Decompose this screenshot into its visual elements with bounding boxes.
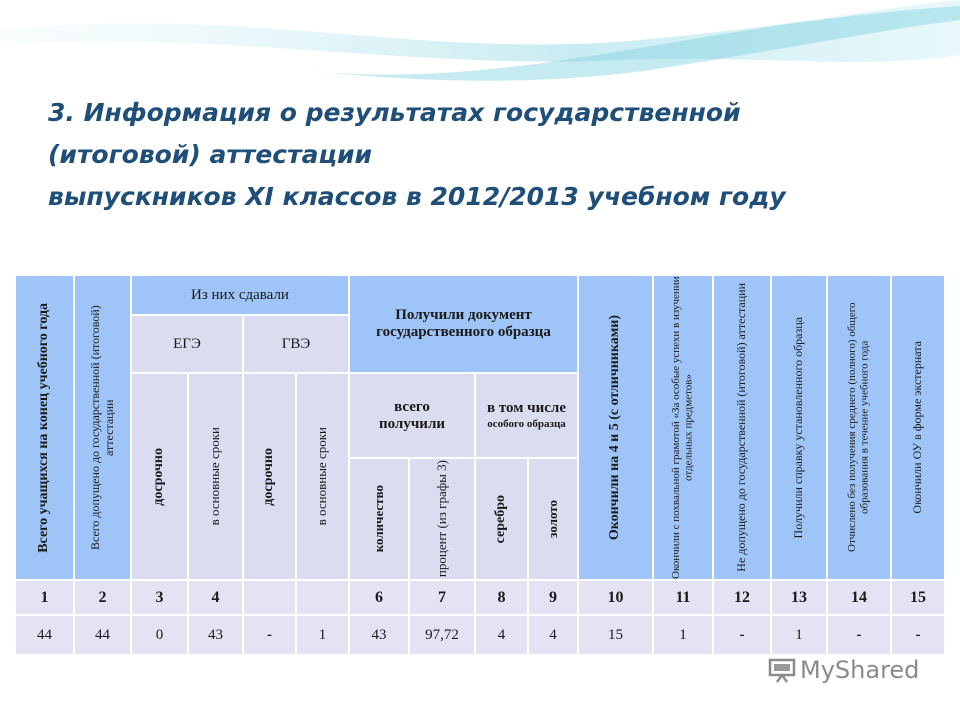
header-document: Получили документ государственного образца bbox=[349, 275, 578, 373]
header-ege: ЕГЭ bbox=[131, 315, 243, 373]
column-number bbox=[243, 580, 296, 615]
header-certificate: Получили справку установленного образца bbox=[771, 275, 827, 580]
data-cell: 97,72 bbox=[409, 615, 475, 655]
header-total-received: всего получили bbox=[349, 373, 475, 458]
column-number bbox=[296, 580, 349, 615]
column-number: 7 bbox=[409, 580, 475, 615]
column-number: 13 bbox=[771, 580, 827, 615]
header-took: Из них сдавали bbox=[131, 275, 349, 315]
data-cell: - bbox=[827, 615, 891, 655]
data-cell: 15 bbox=[578, 615, 653, 655]
header-external: Окончили ОУ в форме экстерната bbox=[891, 275, 945, 580]
column-number: 2 bbox=[74, 580, 131, 615]
data-cell: - bbox=[891, 615, 945, 655]
results-table bbox=[15, 275, 945, 655]
data-cell: 43 bbox=[349, 615, 409, 655]
header-main-dates: в основные сроки bbox=[188, 373, 243, 580]
title-line: (итоговой) аттестации bbox=[48, 140, 373, 169]
column-number: 1 bbox=[15, 580, 74, 615]
header-not-admitted: Не допущено до государственной (итоговой) аттестации bbox=[713, 275, 771, 580]
header-percent: процент (из графы 3) bbox=[409, 458, 475, 580]
data-cell: - bbox=[713, 615, 771, 655]
watermark-text: MyShared bbox=[800, 656, 920, 684]
data-cell: 4 bbox=[528, 615, 578, 655]
header-excellent: Окончили на 4 и 5 (с отличниками) bbox=[578, 275, 653, 580]
data-cell: 1 bbox=[771, 615, 827, 655]
column-number: 15 bbox=[891, 580, 945, 615]
header-main-dates-gve: в основные сроки bbox=[296, 373, 349, 580]
data-cell: 1 bbox=[653, 615, 713, 655]
header-quantity: количество bbox=[349, 458, 409, 580]
header-early-gve: досрочно bbox=[243, 373, 296, 580]
column-number: 4 bbox=[188, 580, 243, 615]
column-number: 6 bbox=[349, 580, 409, 615]
column-number: 10 bbox=[578, 580, 653, 615]
header-commendation: Окончили с похвальной грамотой «За особые успехи в изучении отдельных предметов» bbox=[653, 275, 713, 580]
header-including-special: в том числе особого образца bbox=[475, 373, 578, 458]
header-silver: серебро bbox=[475, 458, 528, 580]
title-line: выпускников XI классов в 2012/2013 учебном году bbox=[48, 182, 786, 211]
data-cell: 4 bbox=[475, 615, 528, 655]
column-number: 14 bbox=[827, 580, 891, 615]
page-title bbox=[48, 92, 928, 218]
header-gold: золото bbox=[528, 458, 578, 580]
decorative-swoosh bbox=[0, 0, 960, 90]
column-number: 3 bbox=[131, 580, 188, 615]
title-line: 3. Информация о результатах государственной bbox=[48, 98, 741, 127]
column-number: 11 bbox=[653, 580, 713, 615]
watermark-logo bbox=[768, 656, 919, 684]
column-number: 9 bbox=[528, 580, 578, 615]
column-number: 12 bbox=[713, 580, 771, 615]
data-cell: 1 bbox=[296, 615, 349, 655]
header-gve: ГВЭ bbox=[243, 315, 349, 373]
data-cell: - bbox=[243, 615, 296, 655]
data-cell: 44 bbox=[74, 615, 131, 655]
header-admitted: Всего допущено до государственной (итоговой) аттестации bbox=[74, 275, 131, 580]
data-cell: 44 bbox=[15, 615, 74, 655]
presentation-icon bbox=[768, 657, 796, 683]
data-cell: 0 bbox=[131, 615, 188, 655]
header-total-students: Всего учащихся на конец учебного года bbox=[15, 275, 74, 580]
column-number: 8 bbox=[475, 580, 528, 615]
header-early: досрочно bbox=[131, 373, 188, 580]
header-expelled: Отчислено без получения среднего (полного) общего образования в течение учебного года bbox=[827, 275, 891, 580]
data-cell: 43 bbox=[188, 615, 243, 655]
